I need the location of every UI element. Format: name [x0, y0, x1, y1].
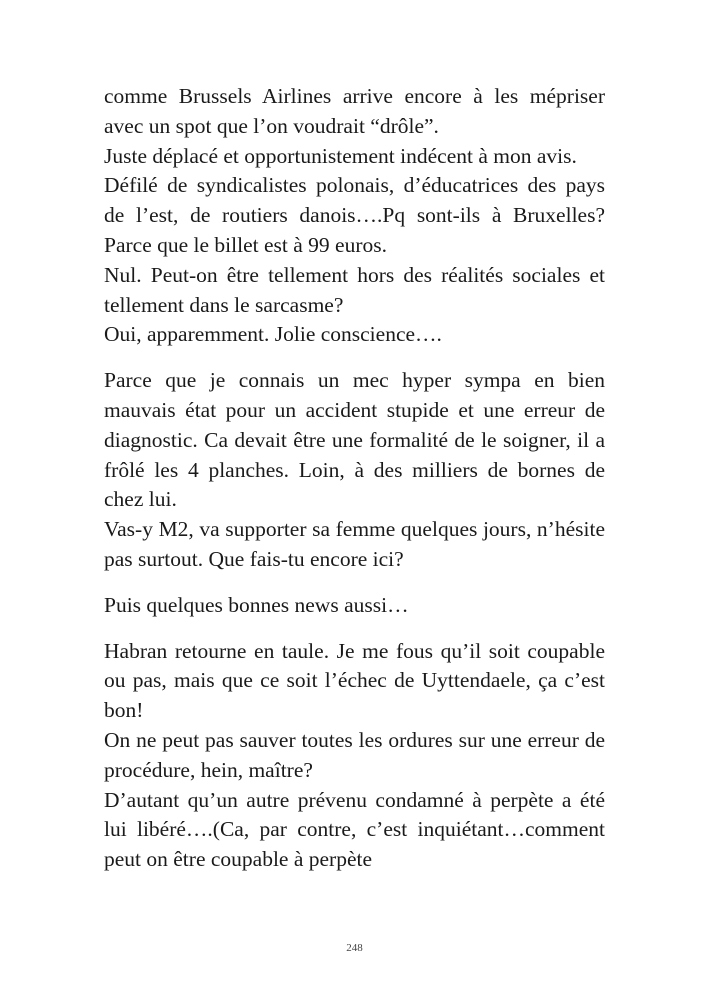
paragraph-6: Parce que je connais un mec hyper sympa en bien mauvais état pour un accident stupide et une erreur de diagnostic. Ca devait être une formalité de le soigner, il a frôlé les 4 planches. Loin, à des milliers de bornes de chez lui.: [104, 368, 605, 512]
paragraph-gap: [104, 621, 605, 637]
paragraph-gap: [104, 575, 605, 591]
paragraph-5: Oui, apparemment. Jolie conscience….: [104, 322, 442, 347]
paragraph-7: Vas-y M2, va supporter sa femme quelques jours, n’hésite pas surtout. Que fais-tu encore ici?: [104, 517, 605, 571]
paragraph-11: D’autant qu’un autre prévenu condamné à perpète a été lui libéré….(Ca, par contre, c’est inquiétant…comment peut on être coupable à perpète: [104, 787, 605, 872]
page-number: 248: [346, 942, 363, 954]
paragraph-gap: [104, 350, 605, 366]
paragraph-8: Puis quelques bonnes news aussi…: [104, 592, 409, 617]
paragraph-1: comme Brussels Airlines arrive encore à les mépriser avec un spot que l’on voudrait “drôle”.: [104, 84, 605, 138]
page-body: [104, 82, 605, 875]
paragraph-2: Juste déplacé et opportunistement indécent à mon avis.: [104, 143, 577, 168]
paragraph-9: Habran retourne en taule. Je me fous qu’il soit coupable ou pas, mais que ce soit l’échec de Uyttendaele, ça c’est bon!: [104, 638, 605, 723]
paragraph-10: On ne peut pas sauver toutes les ordures sur une erreur de procédure, hein, maître?: [104, 727, 605, 782]
paragraph-3: Défilé de syndicalistes polonais, d’éducatrices des pays de l’est, de routiers danois….Pq sont-ils à Bruxelles? Parce que le billet est à 99 euros.: [104, 173, 605, 257]
paragraph-4: Nul. Peut-on être tellement hors des réalités sociales et tellement dans le sarcasme?: [104, 262, 605, 317]
